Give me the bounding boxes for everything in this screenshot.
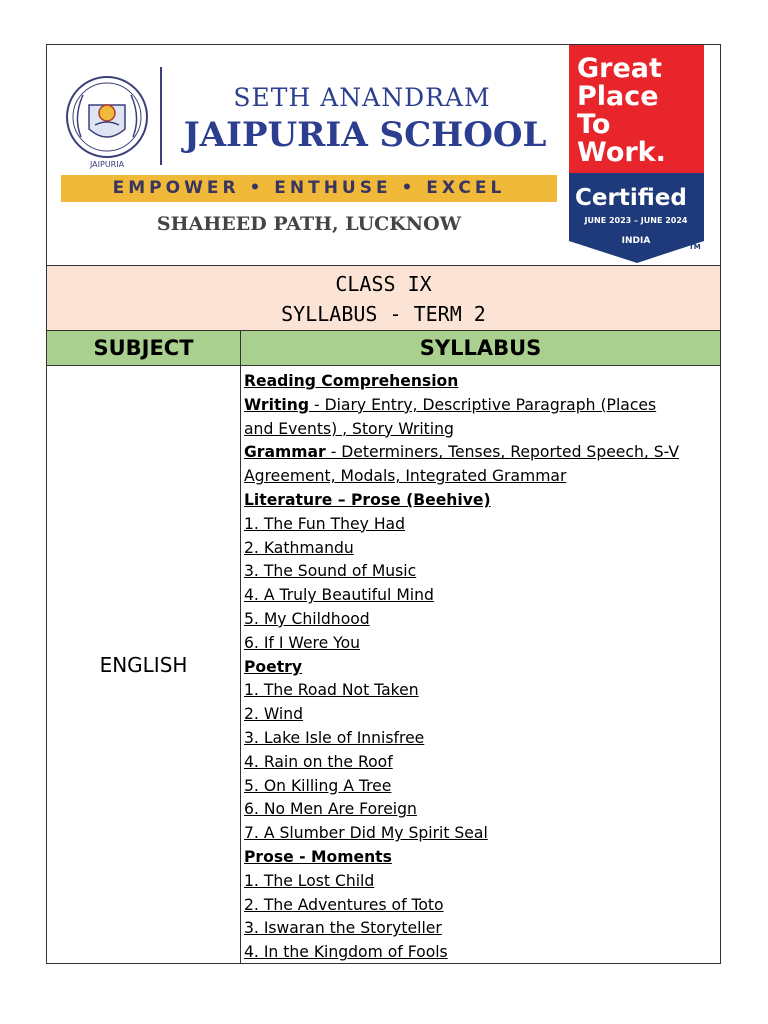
grammar-label: Grammar (244, 443, 326, 462)
syllabus-page (46, 44, 721, 964)
moments-heading: Prose - Moments (244, 847, 392, 866)
school-name-line2: JAIPURIA SCHOOL (183, 115, 547, 155)
list-item: 4. A Truly Beautiful Mind (244, 586, 434, 605)
great-place-to-work-badge (569, 45, 704, 265)
list-item: 2. Kathmandu (244, 538, 354, 557)
list-item: 3. Lake Isle of Innisfree (244, 728, 425, 747)
school-address: SHAHEED PATH, LUCKNOW (156, 213, 462, 235)
reading-heading: Reading Comprehension (244, 372, 459, 390)
list-item: 4. In the Kingdom of Fools (244, 943, 448, 962)
list-item: 2. Wind (244, 705, 304, 724)
badge-line1: Great (577, 53, 662, 84)
logo-divider (160, 67, 162, 165)
syllabus-column-header: SYLLABUS (419, 336, 542, 360)
badge-line2: Place (577, 81, 659, 112)
table-row (46, 366, 721, 964)
badge-line3: To (577, 109, 611, 140)
school-name-line1: SETH ANANDRAM (233, 83, 491, 112)
school-header (46, 44, 721, 266)
syllabus-cell (241, 366, 720, 963)
list-item: 1. The Lost Child (244, 871, 375, 890)
list-item: 2. The Adventures of Toto (244, 895, 444, 914)
list-item: 3. Iswaran the Storyteller (244, 919, 442, 938)
badge-country: INDIA (621, 236, 651, 246)
writing-text-2: and Events) , Story Writing (244, 419, 454, 438)
crest-text: JAIPURIA (89, 160, 125, 169)
school-crest-logo (59, 67, 155, 177)
class-title: CLASS IX (335, 272, 432, 296)
badge-line4: Work. (577, 137, 666, 168)
list-item: 1. The Fun They Had (244, 514, 406, 533)
list-item: 4. Rain on the Roof (244, 752, 393, 771)
writing-line (244, 394, 720, 418)
grammar-text-1: - Determiners, Tenses, Reported Speech, S-V (325, 443, 680, 462)
badge-dates: JUNE 2023 – JUNE 2024 (584, 216, 688, 225)
list-item: 5. My Childhood (244, 609, 370, 628)
subject-column-header: SUBJECT (47, 331, 241, 365)
list-item: 6. No Men Are Foreign (244, 800, 417, 819)
poetry-heading: Poetry (244, 657, 303, 676)
literature-heading: Literature – Prose (Beehive) (244, 490, 491, 509)
subject-cell: ENGLISH (47, 366, 241, 963)
title-block (46, 266, 721, 331)
list-item: 1. The Road Not Taken (244, 681, 419, 700)
list-item: 7. A Slumber Did My Spirit Seal (244, 824, 488, 843)
list-item: 3. The Sound of Music (244, 562, 417, 581)
list-item: 6. If I Were You (244, 633, 361, 652)
badge-certified: Certified (575, 185, 687, 211)
writing-label: Writing (244, 395, 310, 414)
badge-tm: TM (689, 243, 701, 251)
term-title: SYLLABUS - TERM 2 (281, 302, 486, 326)
grammar-text-2: Agreement, Modals, Integrated Grammar (244, 467, 567, 486)
grammar-line (244, 441, 720, 465)
list-item: 5. On Killing A Tree (244, 776, 392, 795)
school-motto: EMPOWER • ENTHUSE • EXCEL (61, 175, 557, 202)
writing-text-1: - Diary Entry, Descriptive Paragraph (Places (309, 395, 657, 414)
table-header-row (46, 331, 721, 366)
